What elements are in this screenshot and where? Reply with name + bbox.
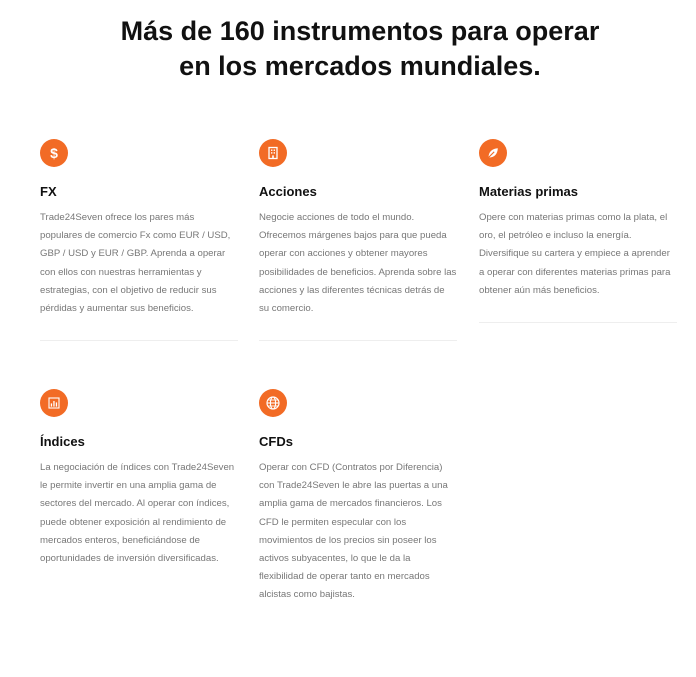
card-description: Negocie acciones de todo el mundo. Ofrecemos márgenes bajos para que pueda operar con acciones y obtener mayores posibilidades de beneficios. Aprenda sobre las acciones y las diferentes técnicas detrás de su comercio. xyxy=(259,212,457,315)
card-description: Trade24Seven ofrece los pares más populares de comercio Fx como EUR / USD, GBP / USD y EUR / GBP. Aprenda a operar con ellos con nuestras herramientas y estrategias, con el objetivo de reducir sus pérdidas y aumentar sus beneficios. xyxy=(40,212,231,315)
card-title: Materias primas xyxy=(479,184,578,199)
instrument-card-indices xyxy=(40,389,238,568)
card-title: CFDs xyxy=(259,434,293,449)
globe-icon xyxy=(259,389,287,417)
dollar-icon xyxy=(40,139,68,167)
leaf-icon xyxy=(479,139,507,167)
instrument-card-materias-primas xyxy=(479,139,677,323)
page-title: Más de 160 instrumentos para operar en los mercados mundiales. xyxy=(120,16,600,81)
svg-text:$: $ xyxy=(50,145,58,161)
instrument-card-fx xyxy=(40,139,238,341)
instrument-card-acciones xyxy=(259,139,457,341)
card-description: La negociación de índices con Trade24Seven le permite invertir en una amplia gama de sectores del mercado. Al operar con índices, puede obtener exposición al rendimiento de mercados enteros, beneficiándose de oportunidades de inversión diversificadas. xyxy=(40,462,235,565)
building-icon xyxy=(259,139,287,167)
card-title: Acciones xyxy=(259,184,317,199)
card-divider xyxy=(259,340,457,341)
card-title: FX xyxy=(40,184,57,199)
instrument-card-cfds xyxy=(259,389,457,605)
card-divider xyxy=(479,322,677,323)
card-divider xyxy=(40,340,238,341)
card-title: Índices xyxy=(40,434,85,449)
card-description: Opere con materias primas como la plata, el oro, el petróleo e incluso la energía. Diversifique su cartera y empiece a aprender a operar con diferentes materias primas para obtener aún más beneficios. xyxy=(479,212,671,296)
bar-chart-icon xyxy=(40,389,68,417)
card-description: Operar con CFD (Contratos por Diferencia) con Trade24Seven le abre las puertas a una amplia gama de mercados financieros. Los CFD le permiten especular con los movimientos de los precios sin poseer los activos subyacentes, lo que le da la flexibilidad de operar tanto en mercados alcistas como bajistas. xyxy=(259,462,448,601)
